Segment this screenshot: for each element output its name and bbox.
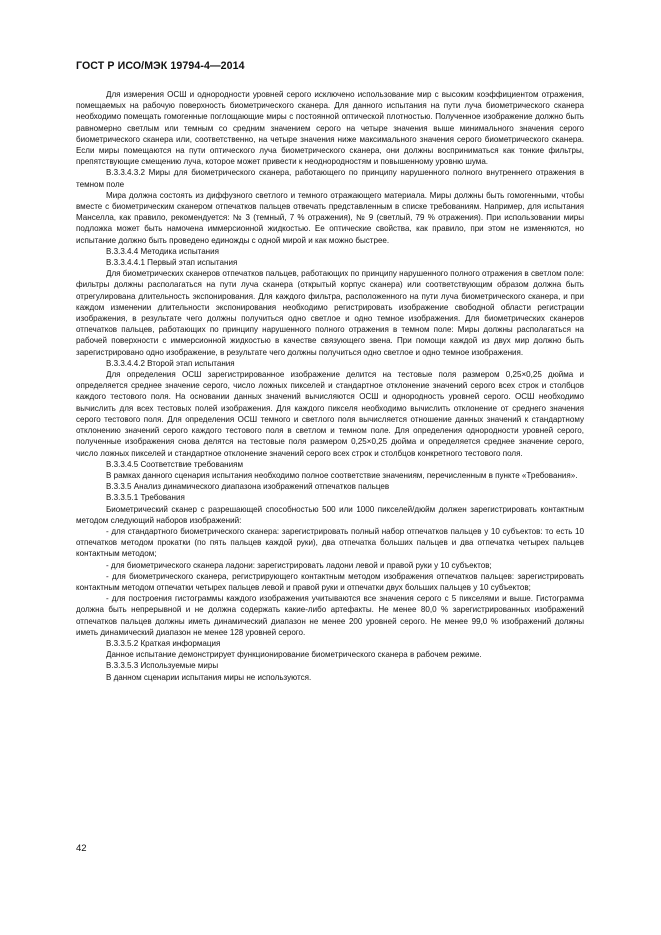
section-heading: В.3.3.4.4.2 Второй этап испытания [106, 358, 235, 368]
page-number: 42 [76, 843, 87, 854]
list-item: - для биометрического сканера, регистрирующего контактным методом изображения отпечатков пальцев: зарегистрировать контактным методом отпечатки четырех пальцев левой и правой руки и отпечатки двух больших пальцев у 10 субъектов; [76, 571, 584, 592]
list-item: - для построения гистограммы каждого изображения учитываются все значения серого с 5 пикселями и выше. Гистограмма должна быть непрерывной и не должна содержать какие-либо артефакты. Не менее 80,0 % зарегистрированных изображений отпечатков пальцев должны иметь динамический диапазон не менее 200 уровней серого. Не менее 99,0 % изображений должны иметь динамический диапазон не менее 128 уровней серого. [76, 594, 584, 637]
section-heading: В.3.3.5.2 Краткая информация [106, 638, 221, 648]
list-item: - для биометрического сканера ладони: зарегистрировать ладони левой и правой руки у 10 субъектов; [106, 560, 492, 570]
paragraph: Для биометрических сканеров отпечатков пальцев, работающих по принципу нарушенного полного отражения в светлом поле: фильтры должны располагаться на пути луча сканера (открытый корпус сканера) или соответствующим образом должна быть отрегулирована длительность экспонирования. Для каждого фильтра, расположенного на пути луча биометрического сканера, и при каждом изменении длительности экспонирования необходимо регистрировать изображение свободной области регистрации изображения, в результате чего должны получиться одно светлое и одно темное изображения. Для биометрических сканеров отпечатков пальцев, работающих по принципу нарушенного полного отражения в темном поле: Миры должны располагаться на рабочей поверхности с иммерсионной жидкостью в качестве связующего звена. При помощи каждой из двух мир должно быть зарегистрировано одно изображение, в результате чего должны получиться одно светлое и одно темное изображения. [76, 269, 584, 357]
paragraph: В данном сценарии испытания миры не используются. [106, 672, 312, 682]
paragraph: Данное испытание демонстрирует функционирование биометрического сканера в рабочем режиме. [106, 650, 482, 660]
section-heading: В.3.3.4.3.2 Миры для биометрического сканера, работающего по принципу нарушенного полного внутреннего отражения в темном поле [76, 168, 584, 189]
paragraph: Мира должна состоять из диффузного светлого и темного отражающего материала. Миры должны быть гомогенными, чтобы вместе с биометрическим сканером отпечатков пальцев отвечать представленным в списке требованиям. Например, для испытания Манселла, как правило, рекомендуется: № 3 (темный, 7 % отражения), № 9 (светлый, 79 % отражения). При использовании миры подложка может быть намочена иммерсионной жидкостью. Ее оптические свойства, как правило, при этом не изменяются, но испытание должно быть проведено единожды с одной мирой и как можно быстрее. [76, 190, 584, 245]
document-body [76, 89, 584, 683]
paragraph: Для определения ОСШ зарегистрированное изображение делится на тестовые поля размером 0,25×0,25 дюйма и определяется среднее значение серого, число ложных пикселей и стандартное отклонение значений серого всех строк и столбцов каждого тестового поля. На основании данных значений вычисляются ОСШ и однородность уровней серого. ОСШ необходимо вычислить для всех тестовых полей изображения. Для каждого пикселя необходимо вычислить отклонение от среднего значения серого тестового поля. Для определения ОСШ темного и светлого поля вычисляется отношение данных значений к стандартному отклонению значений серого каждого тестового поля в светлом и темном поле. Для определения однородности уровней серого, полученные изображения снова делятся на тестовые поля размером 0,25×0,25 дюйма и определяется среднее значение серого, число ложных пикселей и стандартное отклонение значений серого всех строк и столбцов конкретного тестового поля. [76, 370, 584, 458]
document-header: ГОСТ Р ИСО/МЭК 19794-4—2014 [76, 60, 245, 72]
paragraph: В рамках данного сценария испытания необходимо полное соответствие значениям, перечисленным в пункте «Требования». [106, 470, 578, 480]
section-heading: В.3.3.5.3 Используемые миры [106, 661, 219, 671]
section-heading: В.3.3.5 Анализ динамического диапазона изображений отпечатков пальцев [106, 482, 390, 492]
section-heading: В.3.3.4.4.1 Первый этап испытания [106, 258, 238, 268]
section-heading: В.3.3.4.4 Методика испытания [106, 246, 219, 256]
section-heading: В.3.3.4.5 Соответствие требованиям [106, 459, 244, 469]
list-item: - для стандартного биометрического сканера: зарегистрировать полный набор отпечатков пальцев у 10 субъектов: то есть 10 отпечатков методом прокатки (по пять пальцев каждой руки), два отпечатка больших пальцев и два отпечатка четырех пальцев контактным методом; [76, 526, 584, 559]
section-heading: В.3.3.5.1 Требования [106, 493, 185, 503]
paragraph: Для измерения ОСШ и однородности уровней серого исключено использование мир с высоким коэффициентом отражения, помещаемых на рабочую поверхность биометрического сканера. Для данного испытания на пути луча биометрического сканера необходимо помещать гомогенные поглощающие миры с постоянной оптической плотностью. Полученное изображение должно быть равномерно светлым или темным со средним значением серого на четыре значения выше минимального значения серого биометрического сканера или, соответственно, на четыре значения ниже максимального значения серого биометрического сканера. Если миры помещаются на пути оптического луча биометрического сканера, они должны восприниматься как тонкие фильтры, препятствующие смещению луча, которое может привести к неоднородностям и повышенному уровню шума. [76, 90, 584, 167]
paragraph: Биометрический сканер с разрешающей способностью 500 или 1000 пикселей/дюйм должен зарегистрировать контактным методом следующий наборов изображений: [76, 504, 584, 525]
